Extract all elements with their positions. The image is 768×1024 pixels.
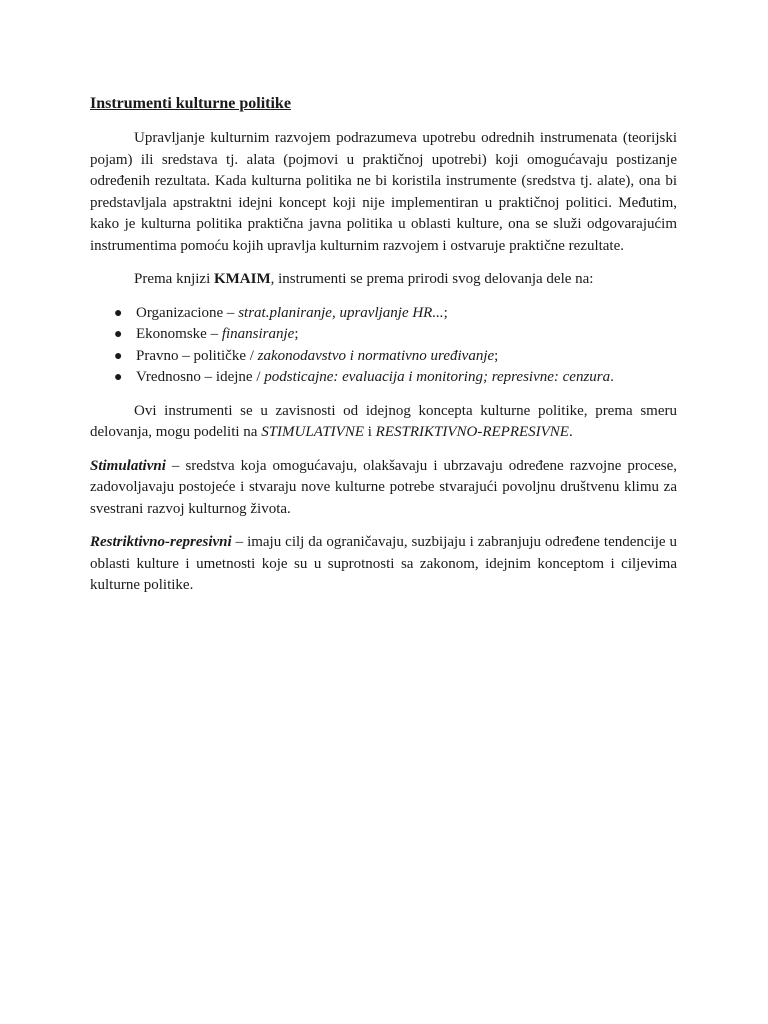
list-item-lead: Ekonomske – <box>136 326 222 342</box>
paragraph-stimulative <box>90 456 677 521</box>
paragraph-division <box>90 401 677 444</box>
term-stimulativni: Stimulativni <box>90 457 166 474</box>
list-item-lead: Vrednosno – idejne / <box>136 369 265 385</box>
list-item-detail: zakonodavstvo i normativno uređivanje <box>257 347 495 364</box>
term-restrictive: RESTRIKTIVNO-REPRESIVNE <box>375 424 569 440</box>
paragraph-division-after: . <box>568 424 573 440</box>
paragraph-restrictive-text: – imaju cilj da ograničavaju, suzbijaju i zabranjuju određene tendencije u oblasti kulture i umetnosti koje su u suprotnosti sa zakonom, idejnim konceptom i ciljevima kulturne politike. <box>90 534 677 593</box>
paragraph-restrictive <box>90 532 677 597</box>
paragraph-kmaim <box>90 269 677 291</box>
list-item-detail: podsticajne: evaluacija i monitoring; represivne: cenzura <box>264 369 611 385</box>
list-item <box>114 303 677 325</box>
list-item-tail: ; <box>494 347 499 364</box>
list-item <box>114 346 677 368</box>
list-item-detail: strat.planiranje, upravljanje HR... <box>238 304 444 321</box>
paragraph-intro: Upravljanje kulturnim razvojem podrazumeva upotrebu odrednih instrumenata (teorijski pojam) ili sredstava tj. alata (pojmovi u praktičnoj upotrebi) koji omogućavaju postizanje određenih rezultata. Kada kulturna politika ne bi koristila instrumente (sredstva tj. alate), ona bi predstavljala apstraktni idejni koncept koji nije implementiran u praktičnoj politici. Međutim, kako je kulturna politika praktična javna politika u oblasti kulture, ona se služi odgovarajućim instrumentima pomoću kojih upravlja kulturnim razvojem i ostvaruje praktične rezultate. <box>90 130 677 254</box>
bullet-icon: ● <box>114 370 123 385</box>
list-item-tail: ; <box>294 326 299 342</box>
document-title: Instrumenti kulturne politike <box>90 95 291 112</box>
term-restriktivno: Restriktivno-represivni <box>90 534 232 550</box>
paragraph-kmaim-before: Prema knjizi <box>134 271 214 287</box>
list-item <box>114 367 677 389</box>
paragraph-kmaim-after: , instrumenti se prema prirodi svog delovanja dele na: <box>270 271 594 287</box>
list-item-tail: ; <box>443 304 448 321</box>
list-item-lead: Organizacione – <box>136 304 239 321</box>
list-item <box>114 324 677 346</box>
paragraph-stimulative-text: – sredstva koja omogućavaju, olakšavaju i ubrzavaju određene razvojne procese, zadovoljavaju postojeće i stvaraju nove kulturne potrebe stvarajući povoljnu društvenu klimu za svestrani razvoj kulturnog života. <box>90 457 677 517</box>
paragraph-division-before: Ovi instrumenti se u zavisnosti od idejnog koncepta kulturne politike, prema smeru delovanja, mogu podeliti na <box>90 402 677 440</box>
bullet-icon: ● <box>114 327 123 342</box>
term-stimulative: STIMULATIVNE <box>261 424 364 440</box>
bullet-icon: ● <box>114 348 123 364</box>
list-item-detail: finansiranje <box>221 326 295 342</box>
list-item-tail: . <box>610 369 614 385</box>
paragraph-division-middle: i <box>364 424 376 440</box>
instrument-list <box>90 303 677 389</box>
list-item-lead: Pravno – političke / <box>136 347 258 364</box>
document-body <box>90 94 677 609</box>
book-name: KMAIM <box>213 271 271 287</box>
bullet-icon: ● <box>114 305 123 321</box>
